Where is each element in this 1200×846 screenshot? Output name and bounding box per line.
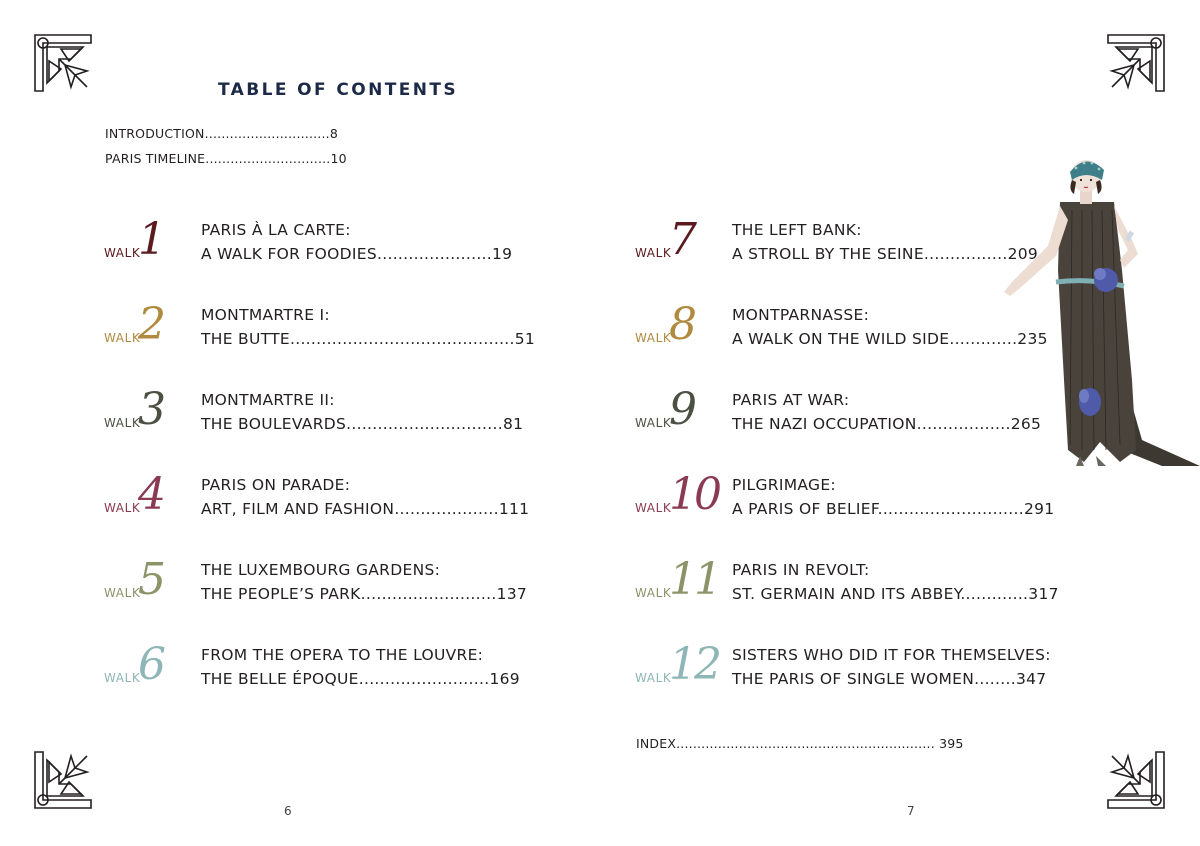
entry-page: 137 xyxy=(496,585,528,603)
walk-number: 1 xyxy=(138,214,163,265)
toc-entry-walk-2[interactable] xyxy=(104,299,536,383)
walk-title xyxy=(201,388,523,436)
leader-dots: ........ xyxy=(974,670,1016,688)
entry-page: 10 xyxy=(330,151,347,166)
entry-label: PARIS TIMELINE xyxy=(105,151,206,166)
entry-page: 291 xyxy=(1023,500,1055,518)
walk-word: WALK xyxy=(104,416,141,430)
walk-number: 2 xyxy=(138,299,163,350)
toc-entry-walk-8[interactable] xyxy=(635,299,1055,383)
leader-dots: .................... xyxy=(394,500,499,518)
walk-title-line2: THE NAZI OCCUPATION..................265 xyxy=(732,415,1042,433)
entry-page: 19 xyxy=(492,245,513,263)
walk-word: WALK xyxy=(635,671,672,685)
walk-word: WALK xyxy=(635,586,672,600)
entry-page: 265 xyxy=(1010,415,1042,433)
walk-word: WALK xyxy=(104,671,141,685)
walk-title-line1: THE LEFT BANK: xyxy=(732,221,862,239)
walk-word: WALK xyxy=(635,246,672,260)
entry-page: 169 xyxy=(489,670,520,688)
walk-title-line2: THE PARIS OF SINGLE WOMEN........347 xyxy=(732,670,1047,688)
leader-dots: .............................. xyxy=(204,126,330,141)
walk-title-line1: PARIS À LA CARTE: xyxy=(201,221,351,239)
walk-number: 9 xyxy=(669,384,694,435)
walk-number: 6 xyxy=(138,639,163,690)
toc-entry-walk-4[interactable] xyxy=(104,469,530,553)
page-number: 6 xyxy=(284,804,292,818)
entry-page: 51 xyxy=(514,330,536,348)
leader-dots: .............................. xyxy=(205,151,331,166)
walk-number: 11 xyxy=(669,554,719,605)
entry-page: 111 xyxy=(498,500,530,518)
walk-title xyxy=(732,558,1059,606)
entry-page: 209 xyxy=(1007,245,1039,263)
walk-title-line2: THE PEOPLE’S PARK..........................137 xyxy=(201,585,528,603)
leader-dots: .................. xyxy=(916,415,1011,433)
walk-number: 7 xyxy=(669,214,694,265)
walk-title-line2: THE BUTTE...........................................51 xyxy=(201,330,536,348)
walk-title xyxy=(732,303,1048,351)
toc-entry-walk-1[interactable] xyxy=(104,214,524,298)
toc-entry-walk-12[interactable] xyxy=(635,639,1055,723)
toc-entry-walk-5[interactable] xyxy=(104,554,528,638)
entry-page: 395 xyxy=(939,736,964,751)
art-deco-corner-ornament-icon xyxy=(31,31,95,95)
walk-number: 4 xyxy=(138,469,163,520)
walk-number: 3 xyxy=(138,384,163,435)
entry-page: 81 xyxy=(502,415,524,433)
leader-dots: .............................. xyxy=(346,415,503,433)
walk-number: 12 xyxy=(669,639,719,690)
walk-title-line1: PILGRIMAGE: xyxy=(732,476,836,494)
walk-title-line2: A WALK ON THE WILD SIDE.............235 xyxy=(732,330,1048,348)
page-number: 7 xyxy=(907,804,915,818)
page-title: TABLE OF CONTENTS xyxy=(218,80,458,100)
entry-page: 235 xyxy=(1017,330,1048,348)
walk-title-line1: MONTMARTRE I: xyxy=(201,306,330,324)
walk-title-line1: MONTPARNASSE: xyxy=(732,306,870,324)
entry-label: INTRODUCTION xyxy=(105,126,205,141)
entry-page: 347 xyxy=(1015,670,1047,688)
walk-title-line2: ST. GERMAIN AND ITS ABBEY.............317 xyxy=(732,585,1059,603)
right-page xyxy=(600,0,1200,846)
leader-dots: ........................................... xyxy=(289,330,515,348)
leader-dots: ...................... xyxy=(377,245,493,263)
toc-entry-walk-10[interactable] xyxy=(635,469,1055,553)
walk-title-line1: THE LUXEMBOURG GARDENS: xyxy=(201,561,441,579)
walk-title xyxy=(201,643,520,691)
art-deco-corner-ornament-icon xyxy=(31,748,95,812)
walk-title-line1: PARIS IN REVOLT: xyxy=(732,561,870,579)
walk-title-line2: A PARIS OF BELIEF............................291 xyxy=(732,500,1055,518)
walk-word: WALK xyxy=(635,416,672,430)
toc-entry-walk-9[interactable] xyxy=(635,384,1055,468)
walk-number: 8 xyxy=(669,299,694,350)
walk-word: WALK xyxy=(104,586,141,600)
walk-number: 10 xyxy=(669,469,719,520)
walk-title-line1: MONTMARTRE II: xyxy=(201,391,335,409)
walk-word: WALK xyxy=(635,331,672,345)
walk-title xyxy=(201,303,535,351)
walk-title xyxy=(732,218,1038,266)
walk-title-line1: PARIS ON PARADE: xyxy=(201,476,351,494)
leader-dots: ............. xyxy=(949,330,1018,348)
entry-label: INDEX xyxy=(636,736,677,751)
walk-number: 5 xyxy=(138,554,163,605)
walk-word: WALK xyxy=(104,501,141,515)
leader-dots: ............. xyxy=(960,585,1029,603)
walk-title xyxy=(201,218,512,266)
art-deco-corner-ornament-icon xyxy=(1104,31,1168,95)
walk-title-line2: ART, FILM AND FASHION....................111 xyxy=(201,500,530,518)
walk-title xyxy=(732,473,1054,521)
entry-page: 8 xyxy=(329,126,338,141)
toc-entry-introduction[interactable] xyxy=(105,126,338,141)
leader-dots: ......................... xyxy=(358,670,490,688)
leader-dots: ................ xyxy=(923,245,1008,263)
walk-title xyxy=(732,643,1051,691)
leader-dots: ............................ xyxy=(877,500,1024,518)
walk-title xyxy=(732,388,1041,436)
walk-title xyxy=(201,473,529,521)
walk-title-line2: A WALK FOR FOODIES......................19 xyxy=(201,245,513,263)
toc-entry-walk-6[interactable] xyxy=(104,639,524,723)
walk-title-line1: FROM THE OPERA TO THE LOUVRE: xyxy=(201,646,484,664)
toc-entry-walk-11[interactable] xyxy=(635,554,1059,638)
walk-title xyxy=(201,558,527,606)
walk-title-line2: THE BOULEVARDS..............................81 xyxy=(201,415,524,433)
art-deco-corner-ornament-icon xyxy=(1104,748,1168,812)
walk-title-line2: THE BELLE ÉPOQUE.........................169 xyxy=(201,670,520,688)
walk-title-line2: A STROLL BY THE SEINE................209 xyxy=(732,245,1039,263)
walk-word: WALK xyxy=(104,246,141,260)
toc-entry-paris-timeline[interactable] xyxy=(105,151,347,166)
toc-entry-walk-3[interactable] xyxy=(104,384,524,468)
entry-page: 317 xyxy=(1028,585,1059,603)
walk-title-line1: SISTERS WHO DID IT FOR THEMSELVES: xyxy=(732,646,1051,664)
leader-dots: .............................................................. xyxy=(676,736,935,751)
toc-entry-index[interactable] xyxy=(636,736,964,751)
walk-word: WALK xyxy=(104,331,141,345)
walk-title-line1: PARIS AT WAR: xyxy=(732,391,850,409)
walk-word: WALK xyxy=(635,501,672,515)
leader-dots: .......................... xyxy=(360,585,497,603)
toc-entry-walk-7[interactable] xyxy=(635,214,1055,298)
